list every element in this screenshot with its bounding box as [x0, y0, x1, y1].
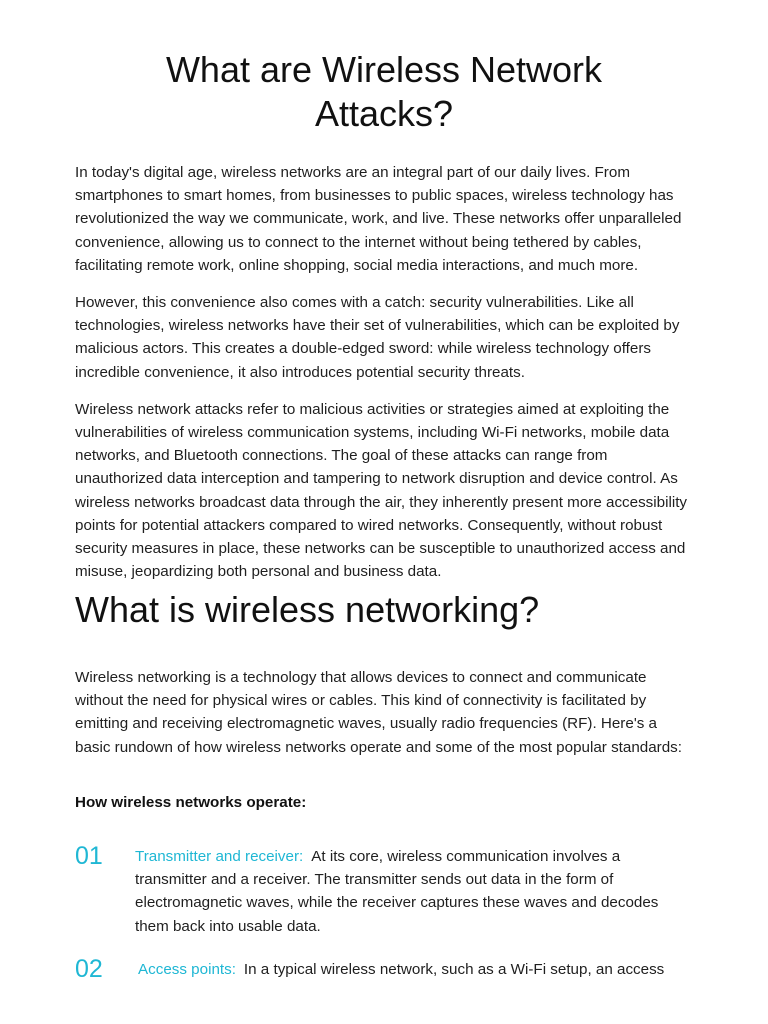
how-networks-operate-subheading: How wireless networks operate:	[75, 794, 307, 811]
step-label: Access points:	[138, 961, 236, 978]
wireless-networking-section	[75, 666, 695, 773]
step-text	[135, 845, 675, 938]
intro-section	[75, 161, 693, 597]
step-description: At its core, wireless communication involves a transmitter and a receiver. The transmitter sends out data in the form of electromagnetic waves, while the receiver captures these waves and decodes them back into usable data.	[135, 848, 659, 935]
step-text	[138, 958, 678, 981]
step-number: 01	[75, 842, 103, 870]
step-description: In a typical wireless network, such as a Wi-Fi setup, an access	[243, 961, 665, 978]
intro-paragraph-2: However, this convenience also comes with a catch: security vulnerabilities. Like all technologies, wireless networks have their set of vulnerabilities, which can be exploited by malicious actors. This creates a double-edged sword: while wireless technology offers incredible convenience, it also introduces potential security threats.	[75, 294, 680, 381]
page-title: What are Wireless Network Attacks?	[165, 49, 603, 134]
section-heading-wireless-networking: What is wireless networking?	[75, 589, 540, 630]
intro-paragraph-3: Wireless network attacks refer to malicious activities or strategies aimed at exploiting the vulnerabilities of wireless communication systems, including Wi-Fi networks, mobile data networks, and Bluetooth connections. The goal of these attacks can range from unauthorized data interception and tampering to network disruption and device control. As wireless networks broadcast data through the air, they inherently present more accessibility points for potential attackers compared to wired networks. Consequently, without robust security measures in place, these networks can be susceptible to unauthorized access and misuse, jeopardizing both personal and business data.	[75, 400, 688, 581]
step-number: 02	[75, 955, 103, 983]
wireless-networking-paragraph: Wireless networking is a technology that allows devices to connect and communicate without the need for physical wires or cables. This kind of connectivity is facilitated by emitting and receiving electromagnetic waves, usually radio frequencies (RF). Here's a basic rundown of how wireless networks operate and some of the most popular standards:	[75, 669, 682, 756]
step-label: Transmitter and receiver:	[135, 848, 304, 865]
intro-paragraph-1: In today's digital age, wireless networks are an integral part of our daily lives. From smartphones to smart homes, from businesses to public spaces, wireless technology has revolutionized the way we communicate, work, and live. These networks offer unparalleled convenience, allowing us to connect to the internet without being tethered by cables, facilitating remote work, online shopping, social media interactions, and much more.	[75, 164, 682, 274]
